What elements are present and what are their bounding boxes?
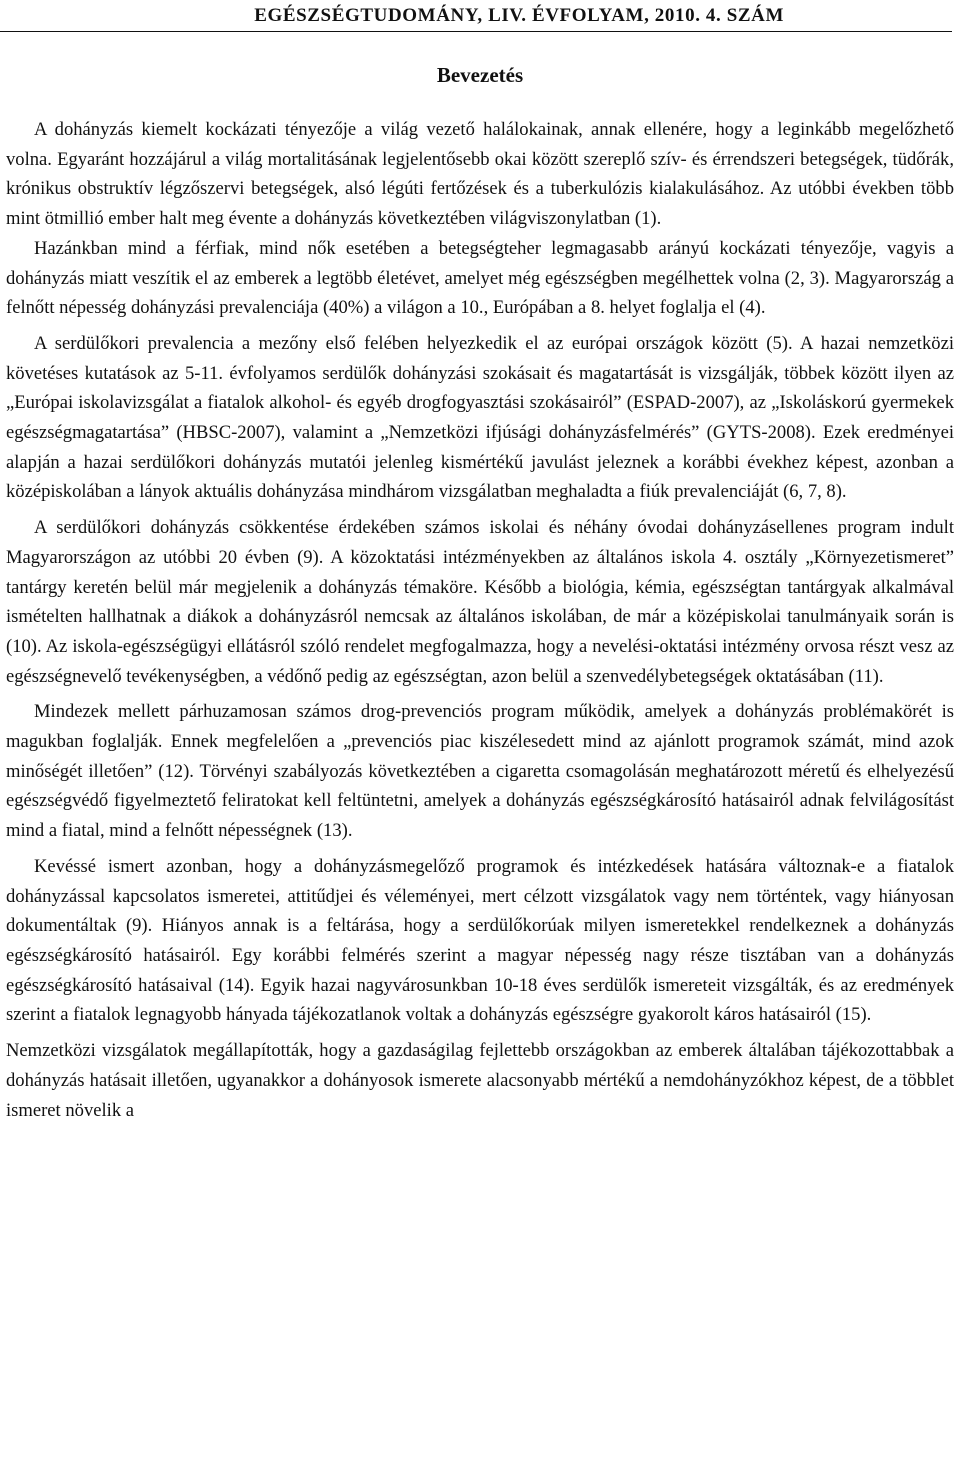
- paragraph-international: Nemzetközi vizsgálatok megállapították, hogy a gazdaságilag fejlettebb országokban az emberek általában tájékozottabbak a dohányzás hatásait illetően, ugyanakkor a dohányosok ismerete alacsonyabb mértékű a nemdohányzókhoz képest, de a többlet ismeret növelik a: [6, 1040, 954, 1121]
- paragraph-school-programs: A serdülőkori dohányzás csökkentése érdekében számos iskolai és néhány óvodai dohányzásellenes program indult Magyarországon az utóbbi 20 évben (9). A közoktatási intézményekben az általános iskola 4. osztály „Környezetismeret” tantárgy keretén belül már megjelenik a dohányzás témaköre. Később a biológia, kémia, egészségtan tantárgyak alkalmával ismételten hallhatnak a diákok a dohányzásról nemcsak az általános iskolában, de már a középiskolai tanulmányaik során is (10). Az iskola-egészségügyi ellátásról szóló rendelet megfogalmazza, hogy a nevelési-oktatási intézmény orvosa részt vesz az egészségnevelő tevékenységben, a védőnő pedig az egészségtan, azon belül a szenvedélybetegségek oktatásában (11).: [6, 517, 954, 687]
- paragraph-hungary: Hazánkban mind a férfiak, mind nők esetében a betegségteher legmagasabb arányú kockázati tényezője, vagyis a dohányzás miatt veszítik el az emberek a legtöbb életévet, amelyet még egészségben megélhettek volna (2, 3). Magyarország a felnőtt népesség dohányzási prevalenciája (40%) a világon a 10., Európában a 8. helyet foglalja el (4).: [6, 237, 954, 319]
- section-title: Bevezetés: [436, 63, 524, 87]
- paragraph-adolescent-prevalence: A serdülőkori prevalencia a mezőny első felében helyezkedik el az európai országok között (5). A hazai nemzetközi követéses kutatások az 5-11. évfolyamos serdülők dohányzási szokásait és magatartását is vizsgálják, többek között ilyen az „Európai iskolavizsgálat a fiatalok alkohol- és egyéb drogfogyasztási szokásairól” (ESPAD-2007), az „Iskoláskorú gyermekek egészségmagatartása” (HBSC-2007), valamint a „Nemzetközi ifjúsági dohányzásfelmérés” (GYTS-2008). Ezek eredményei alapján a hazai serdülőkori dohányzás mutatói jelenleg kismértékű javulást jeleznek a korábbi évekhez képest, azonban a középiskolában a lányok aktuális dohányzása mindhárom vizsgálatban meghaladta a fiúk prevalenciáját (6, 7, 8).: [6, 332, 954, 503]
- header-rule: [0, 31, 952, 32]
- running-header: EGÉSZSÉGTUDOMÁNY, LIV. ÉVFOLYAM, 2010. 4. SZÁM: [254, 5, 784, 26]
- body-text: [6, 115, 954, 1125]
- paragraph-prevention: Mindezek mellett párhuzamosan számos drog-prevenciós program működik, amelyek a dohányzás problémakörét is magukban foglalják. Ennek megfelelően a „prevenciós piac kiszélesedett mind az ajánlott programok számát, mind azok minőségét illetően” (12). Törvényi szabályozás következtében a cigaretta csomagolásán meghatározott méretű és elhelyezésű egészségvédő figyelmeztető feliratokat kell feltüntetni, amelyek a dohányzás egészségkárosító hatásairól adnak felvilágosítást mind a fiatal, mind a felnőtt népességnek (13).: [6, 701, 954, 842]
- paragraph-intro: A dohányzás kiemelt kockázati tényezője a világ vezető halálokainak, annak ellenére, hogy a leginkább megelőzhető volna. Egyaránt hozzájárul a világ mortalitásának legjelentősebb okai között szereplő szív- és érrendszeri betegségek, tüdőrák, krónikus obstruktív légzőszervi betegségek, alsó légúti fertőzések és a tuberkulózis kialakulásához. Az utóbbi években több mint ötmillió ember halt meg évente a dohányzás következtében világviszonylatban (1).: [6, 119, 954, 230]
- paragraph-knowledge: Kevéssé ismert azonban, hogy a dohányzásmegelőző programok és intézkedések hatására változnak-e a fiatalok dohányzással kapcsolatos ismeretei, attitűdjei és véleményei, mert célzott vizsgálatok vagy nem történtek, vagy hiányosan dokumentáltak (9). Hiányos annak is a feltárása, hogy a serdülőkorúak milyen ismeretekkel rendelkeznek a dohányzás egészségkárosító hatásairól. Egy korábbi felmérés szerint a magyar népesség nagy része tisztában van a dohányzás egészségkárosító hatásaival (14). Egyik hazai nagyvárosunkban 10-18 éves serdülők ismereteit vizsgálták, és az eredmények szerint a fiatalok legnagyobb hányada tájékozatlanok voltak a dohányzás egészségre gyakorolt káros hatásairól (15).: [6, 855, 954, 1026]
